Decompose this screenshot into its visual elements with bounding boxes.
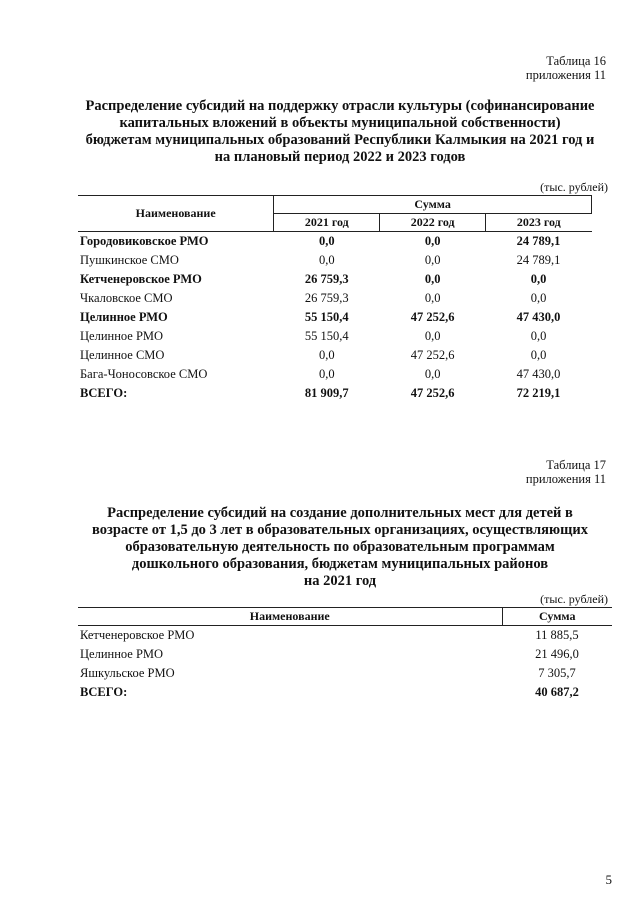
row-name: Кетченеровское РМО <box>80 272 202 286</box>
table17-header-sum: Сумма <box>502 608 612 626</box>
table16-header-name: Наименование <box>78 196 274 232</box>
table16-header-year: 2022 год <box>380 214 486 232</box>
table16-unit: (тыс. рублей) <box>540 180 608 194</box>
table16-caption-number: Таблица 16 <box>546 54 606 68</box>
row-value-2021: 0,0 <box>318 253 335 267</box>
table17-caption <box>526 458 606 486</box>
table16-title-line: капитальных вложений в объекты муниципальной собственности) <box>119 115 561 131</box>
table16 <box>78 195 592 403</box>
table-row <box>78 327 592 346</box>
table17-title-line: возрасте от 1,5 до 3 лет в образовательных организациях, осуществляющих <box>92 522 588 538</box>
table-row <box>78 232 592 252</box>
table16-header-year: 2023 год <box>486 214 592 232</box>
table16-title <box>60 98 620 166</box>
table-row <box>78 645 612 664</box>
table16-caption <box>526 54 606 82</box>
table-row <box>78 683 612 702</box>
table16-caption-appendix: приложения 11 <box>525 68 606 82</box>
table-row <box>78 384 592 403</box>
row-value-2021: 26 759,3 <box>304 272 349 286</box>
row-value-2021: 55 150,4 <box>304 329 349 343</box>
table16-title-line: на плановый период 2022 и 2023 годов <box>214 149 466 165</box>
row-value-2021: 0,0 <box>318 348 335 362</box>
row-value-2022: 0,0 <box>424 253 441 267</box>
table17-title-line: Распределение субсидий на создание дополнительных мест для детей в <box>107 505 573 521</box>
table-row <box>78 626 612 646</box>
table17-title <box>60 505 620 590</box>
row-value-2021: 81 909,7 <box>304 386 349 400</box>
table17-title-line: на 2021 год <box>303 573 377 589</box>
table17-title-line: образовательную деятельность по образовательным программам <box>125 539 555 555</box>
row-name: Чкаловское СМО <box>80 291 173 305</box>
row-sum: 11 885,5 <box>535 628 579 642</box>
row-sum: 40 687,2 <box>535 685 579 699</box>
table16-header-sum: Сумма <box>274 196 592 214</box>
table16-title-line: бюджетам муниципальных образований Республики Калмыкия на 2021 год и <box>85 132 595 148</box>
row-value-2021: 26 759,3 <box>304 291 349 305</box>
row-name: Пушкинское СМО <box>80 253 179 267</box>
row-value-2022: 0,0 <box>424 291 441 305</box>
table-row <box>78 270 592 289</box>
row-sum: 7 305,7 <box>538 666 576 680</box>
row-value-2023: 24 789,1 <box>516 234 561 248</box>
table16-title-line: Распределение субсидий на поддержку отрасли культуры (софинансирование <box>85 98 595 114</box>
row-name: ВСЕГО: <box>80 685 128 699</box>
table-row <box>78 251 592 270</box>
row-name: ВСЕГО: <box>80 386 128 400</box>
row-value-2022: 47 252,6 <box>410 310 455 324</box>
row-value-2022: 47 252,6 <box>410 348 455 362</box>
row-value-2022: 47 252,6 <box>410 386 455 400</box>
row-value-2021: 55 150,4 <box>304 310 349 324</box>
row-value-2021: 0,0 <box>318 367 335 381</box>
table16-header-year: 2021 год <box>274 214 380 232</box>
row-name: Бага-Чоносовское СМО <box>80 367 208 381</box>
table17-caption-number: Таблица 17 <box>546 458 606 472</box>
row-value-2023: 0,0 <box>530 329 547 343</box>
table-row <box>78 664 612 683</box>
row-value-2022: 0,0 <box>424 234 441 248</box>
row-value-2023: 47 430,0 <box>516 310 561 324</box>
row-name: Городовиковское РМО <box>80 234 209 248</box>
row-name: Целинное РМО <box>80 329 164 343</box>
row-value-2023: 72 219,1 <box>516 386 561 400</box>
row-value-2023: 0,0 <box>530 291 547 305</box>
row-sum: 21 496,0 <box>535 647 579 661</box>
row-value-2023: 0,0 <box>530 348 547 362</box>
row-value-2022: 0,0 <box>424 329 441 343</box>
row-name: Целинное РМО <box>80 310 168 324</box>
table17-caption-appendix: приложения 11 <box>525 472 606 486</box>
row-value-2022: 0,0 <box>424 367 441 381</box>
table-row <box>78 289 592 308</box>
table17 <box>78 607 612 702</box>
row-value-2023: 47 430,0 <box>516 367 561 381</box>
row-value-2023: 24 789,1 <box>516 253 561 267</box>
row-value-2022: 0,0 <box>424 272 441 286</box>
table-row <box>78 365 592 384</box>
row-name: Яшкульское РМО <box>80 666 175 680</box>
row-value-2023: 0,0 <box>530 272 547 286</box>
page-number: 5 <box>605 872 612 887</box>
row-value-2021: 0,0 <box>318 234 335 248</box>
row-name: Кетченеровское РМО <box>80 628 195 642</box>
table17-title-line: дошкольного образования, бюджетам муниципальных районов <box>131 556 549 572</box>
table-row <box>78 308 592 327</box>
table17-unit: (тыс. рублей) <box>540 592 608 606</box>
table17-header-name: Наименование <box>78 608 502 626</box>
table-row <box>78 346 592 365</box>
row-name: Целинное РМО <box>80 647 164 661</box>
row-name: Целинное СМО <box>80 348 165 362</box>
